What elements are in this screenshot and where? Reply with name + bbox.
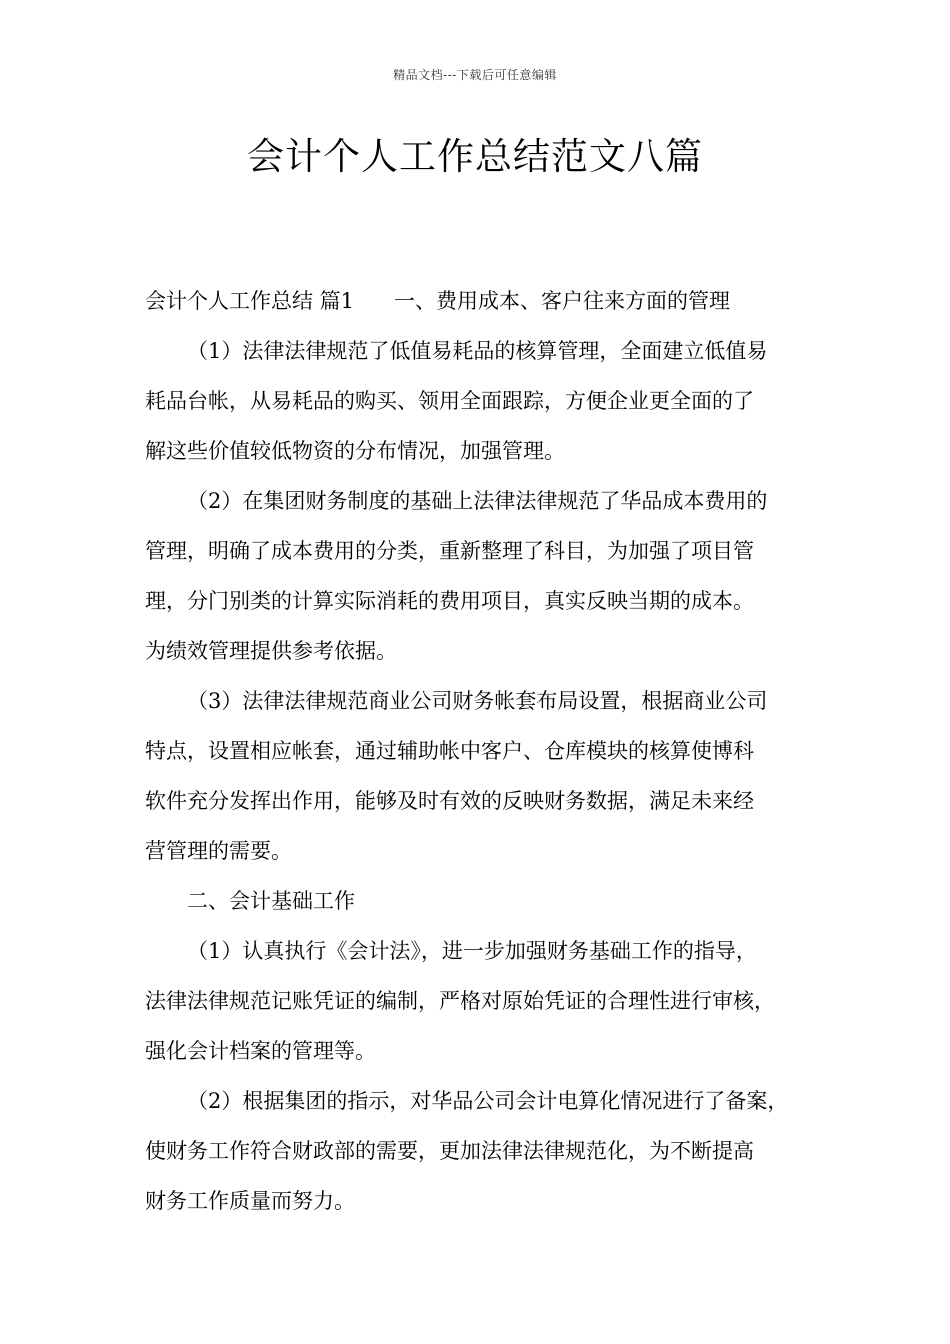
paragraph-line: 软件充分发挥出作用，能够及时有效的反映财务数据，满足未来经 [145,789,754,813]
first-line [145,276,835,326]
section-heading: 会计个人工作总结 篇1 [145,289,355,313]
paragraph-line: 法律法律规范记账凭证的编制，严格对原始凭证的合理性进行审核， [145,989,775,1013]
document-title: 会计个人工作总结范文八篇 [247,135,703,178]
paragraph-line: 耗品台帐，从易耗品的购买、领用全面跟踪，方便企业更全面的了 [145,389,754,413]
section-subheading: 二、会计基础工作 [187,889,355,913]
paragraph-line: （1）法律法律规范了低值易耗品的核算管理，全面建立低值易 [187,339,768,363]
document-body [145,276,835,1226]
paragraph-line: 解这些价值较低物资的分布情况，加强管理。 [145,439,565,463]
paragraph-line: 强化会计档案的管理等。 [145,1039,376,1063]
paragraph-line: 营管理的需要。 [145,839,292,863]
paragraph-line: 使财务工作符合财政部的需要，更加法律法律规范化，为不断提高 [145,1139,754,1163]
paragraph-line: 理，分门别类的计算实际消耗的费用项目，真实反映当期的成本。 [145,589,754,613]
paragraph-line: 财务工作质量而努力。 [145,1189,355,1213]
paragraph-line: 管理，明确了成本费用的分类，重新整理了科目，为加强了项目管 [145,539,754,563]
paragraph-line: 为绩效管理提供参考依据。 [145,639,397,663]
paragraph-line: 一、费用成本、客户往来方面的管理 [394,289,731,313]
paragraph-line: （2）根据集团的指示，对华品公司会计电算化情况进行了备案， [187,1089,789,1113]
paragraph-line: （3）法律法律规范商业公司财务帐套布局设置，根据商业公司 [187,689,768,713]
paragraph-line: （1）认真执行《会计法》，进一步加强财务基础工作的指导， [187,939,757,963]
paragraph-line: （2）在集团财务制度的基础上法律法律规范了华品成本费用的 [187,489,768,513]
header-note: 精品文档---下载后可任意编辑 [393,68,557,82]
paragraph-line: 特点，设置相应帐套，通过辅助帐中客户、仓库模块的核算使博科 [145,739,754,763]
